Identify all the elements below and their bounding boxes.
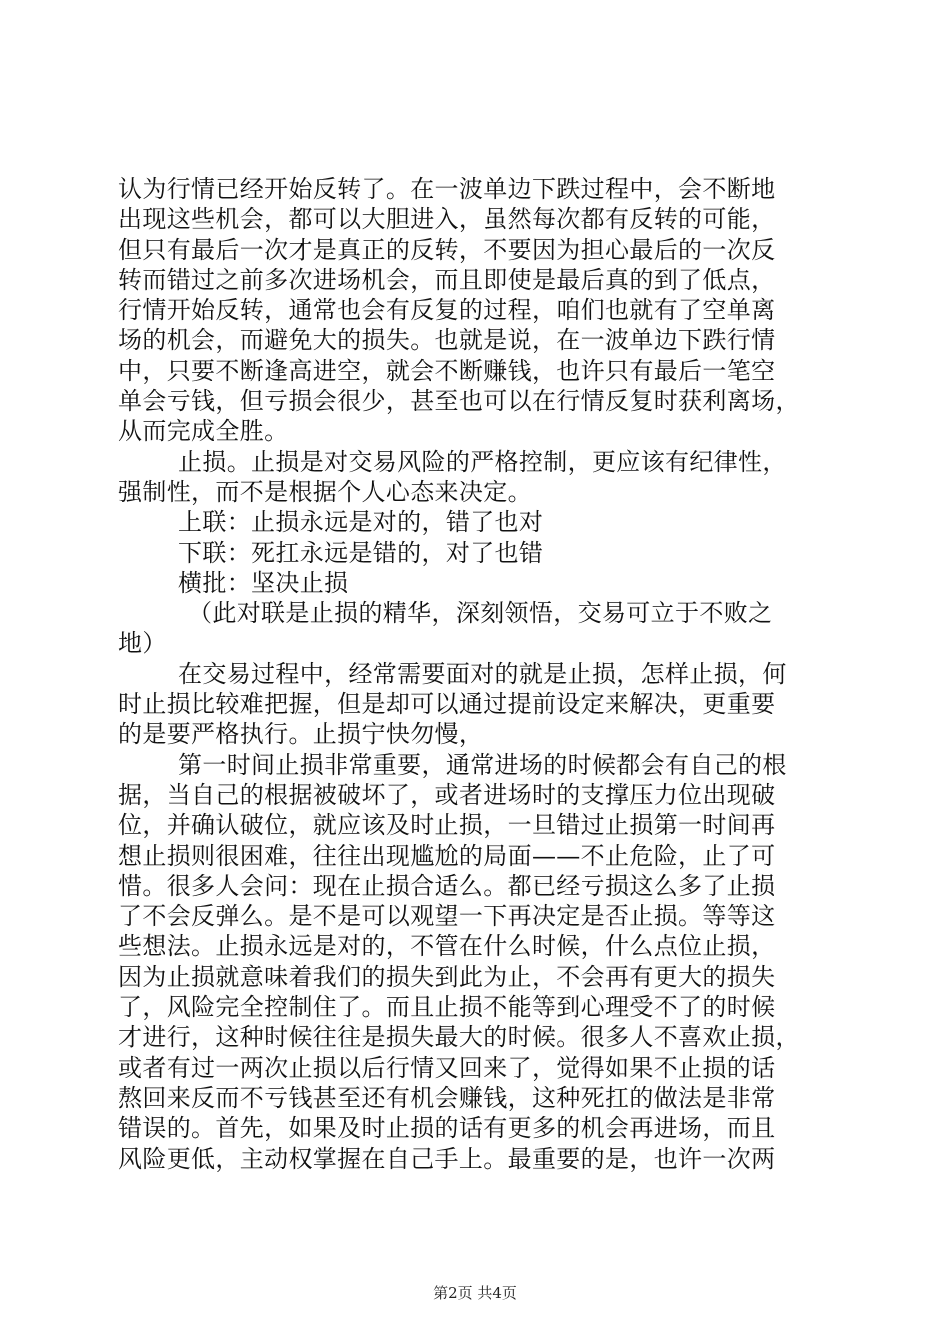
text-line: 或者有过一两次止损以后行情又回来了，觉得如果不止损的话 bbox=[118, 1053, 776, 1082]
text-line: 因为止损就意味着我们的损失到此为止，不会再有更大的损失 bbox=[118, 962, 776, 991]
text-line: 了不会反弹么。是不是可以观望一下再决定是否止损。等等这 bbox=[118, 902, 776, 931]
text-line: 地） bbox=[118, 629, 167, 658]
text-line: 单会亏钱，但亏损会很少，甚至也可以在行情反复时获利离场， bbox=[118, 387, 800, 416]
text-line: 风险更低，主动权掌握在自己手上。最重要的是，也许一次两 bbox=[118, 1144, 776, 1173]
text-line: 惜。很多人会问：现在止损合适么。都已经亏损这么多了止损 bbox=[118, 871, 776, 900]
couplet-upper-line: 上联：止损永远是对的，错了也对 bbox=[178, 508, 544, 537]
text-line: 第一时间止损非常重要，通常进场的时候都会有自己的根 bbox=[178, 750, 787, 779]
text-line: 熬回来反而不亏钱甚至还有机会赚钱，这种死扛的做法是非常 bbox=[118, 1083, 776, 1112]
text-line: （此对联是止损的精华，深刻领悟，交易可立于不败之 bbox=[188, 599, 773, 628]
text-line: 止损。止损是对交易风险的严格控制，更应该有纪律性， bbox=[178, 447, 787, 476]
text-line: 行情开始反转，通常也会有反复的过程，咱们也就有了空单离 bbox=[118, 296, 776, 325]
text-line: 在交易过程中，经常需要面对的就是止损，怎样止损，何 bbox=[178, 659, 787, 688]
text-line: 中，只要不断逢高进空，就会不断赚钱，也许只有最后一笔空 bbox=[118, 356, 776, 385]
couplet-lower-line: 下联：死扛永远是错的，对了也错 bbox=[178, 538, 544, 567]
page-number-footer: 第2页 共4页 bbox=[433, 1284, 517, 1302]
text-line: 时止损比较难把握，但是却可以通过提前设定来解决，更重要 bbox=[118, 690, 776, 719]
text-line: 但只有最后一次才是真正的反转，不要因为担心最后的一次反 bbox=[118, 235, 776, 264]
text-line: 些想法。止损永远是对的，不管在什么时候，什么点位止损， bbox=[118, 932, 776, 961]
text-line: 据，当自己的根据被破坏了，或者进场时的支撑压力位出现破 bbox=[118, 780, 776, 809]
text-line: 了，风险完全控制住了。而且止损不能等到心理受不了的时候 bbox=[118, 993, 776, 1022]
text-line: 错误的。首先，如果及时止损的话有更多的机会再进场，而且 bbox=[118, 1114, 776, 1143]
document-body bbox=[118, 174, 848, 1174]
text-line: 位，并确认破位，就应该及时止损，一旦错过止损第一时间再 bbox=[118, 811, 776, 840]
text-line: 才进行，这种时候往往是损失最大的时候。很多人不喜欢止损， bbox=[118, 1023, 800, 1052]
text-line: 强制性，而不是根据个人心态来决定。 bbox=[118, 477, 532, 506]
text-line: 想止损则很困难，往往出现尴尬的局面——不止危险，止了可 bbox=[118, 841, 776, 870]
text-line: 认为行情已经开始反转了。在一波单边下跌过程中，会不断地 bbox=[118, 175, 776, 203]
couplet-horizontal-scroll: 横批：坚决止损 bbox=[178, 568, 349, 597]
text-line: 的是要严格执行。止损宁快勿慢， bbox=[118, 720, 484, 749]
text-line: 出现这些机会，都可以大胆进入，虽然每次都有反转的可能， bbox=[118, 205, 776, 234]
text-line: 转而错过之前多次进场机会，而且即使是最后真的到了低点， bbox=[118, 265, 776, 294]
text-line: 场的机会，而避免大的损失。也就是说，在一波单边下跌行情 bbox=[118, 326, 776, 355]
text-line: 从而完成全胜。 bbox=[118, 417, 289, 446]
